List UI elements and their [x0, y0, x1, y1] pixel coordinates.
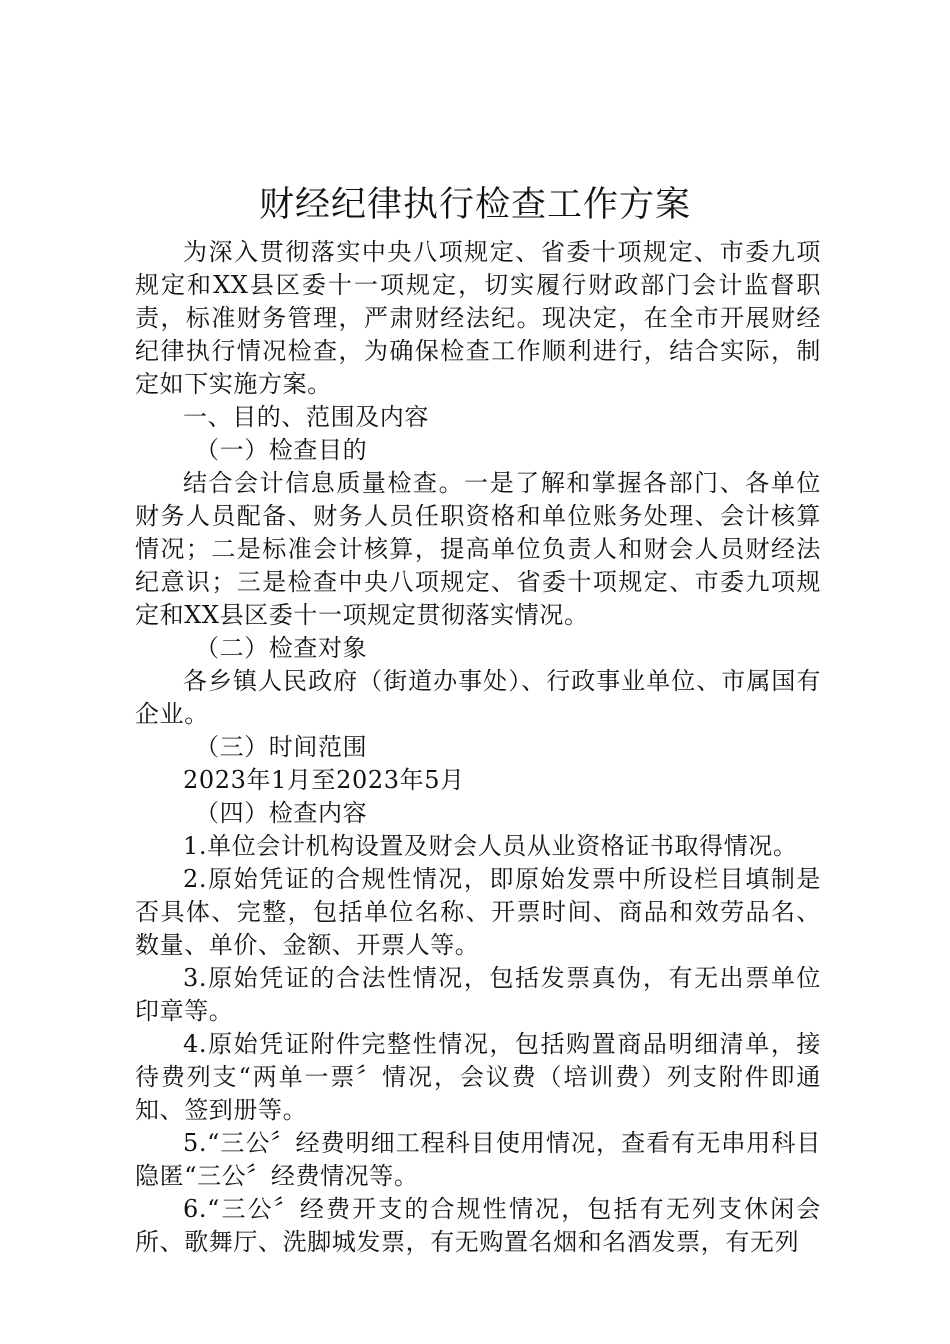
paragraph-purpose: 结合会计信息质量检查。一是了解和掌握各部门、各单位财务人员配备、财务人员任职资格和单位账务处理、会计核算情况；二是标准会计核算，提高单位负责人和财会人员财经法纪意识；三是检查中央八项规定、省委十项规定、市委九项规定和XX县区委十一项规定贯彻落实情况。 [135, 469, 821, 629]
paragraph-targets: 各乡镇人民政府（街道办事处）、行政事业单位、市属国有企业。 [135, 667, 821, 728]
subheading-purpose: （一）检查目的 [195, 436, 368, 464]
document-body [135, 236, 821, 1259]
subheading-content: （四）检查内容 [195, 799, 368, 827]
paragraph-intro: 为深入贯彻落实中央八项规定、省委十项规定、市委九项规定和XX县区委十一项规定，切实履行财政部门会计监督职责，标准财务管理，严肃财经法纪。现决定，在全市开展财经纪律执行情况检查，为确保检查工作顺利进行，结合实际，制定如下实施方案。 [135, 238, 821, 398]
list-item-6: 6.“三公〞经费开支的合规性情况，包括有无列支休闲会所、歌舞厅、洗脚城发票，有无购置名烟和名酒发票，有无列 [135, 1195, 821, 1256]
list-item-4: 4.原始凭证附件完整性情况，包括购置商品明细清单，接待费列支“两单一票〞情况，会议费（培训费）列支附件即通知、签到册等。 [135, 1030, 821, 1124]
list-item-1: 1.单位会计机构设置及财会人员从业资格证书取得情况。 [183, 832, 798, 860]
document-title: 财经纪律执行检查工作方案 [258, 185, 691, 225]
paragraph-time-range: 2023年1月至2023年5月 [183, 766, 465, 794]
subheading-time-range: （三）时间范围 [195, 733, 368, 761]
list-item-3: 3.原始凭证的合法性情况，包括发票真伪，有无出票单位印章等。 [135, 964, 821, 1025]
subheading-targets: （二）检查对象 [195, 634, 368, 662]
list-item-5: 5.“三公〞经费明细工程科目使用情况，查看有无串用科目隐匿“三公〞经费情况等。 [135, 1129, 821, 1190]
list-item-2: 2.原始凭证的合规性情况，即原始发票中所设栏目填制是否具体、完整，包括单位名称、开票时间、商品和效劳品名、数量、单价、金额、开票人等。 [135, 865, 821, 959]
heading-section-1: 一、目的、范围及内容 [183, 403, 429, 431]
